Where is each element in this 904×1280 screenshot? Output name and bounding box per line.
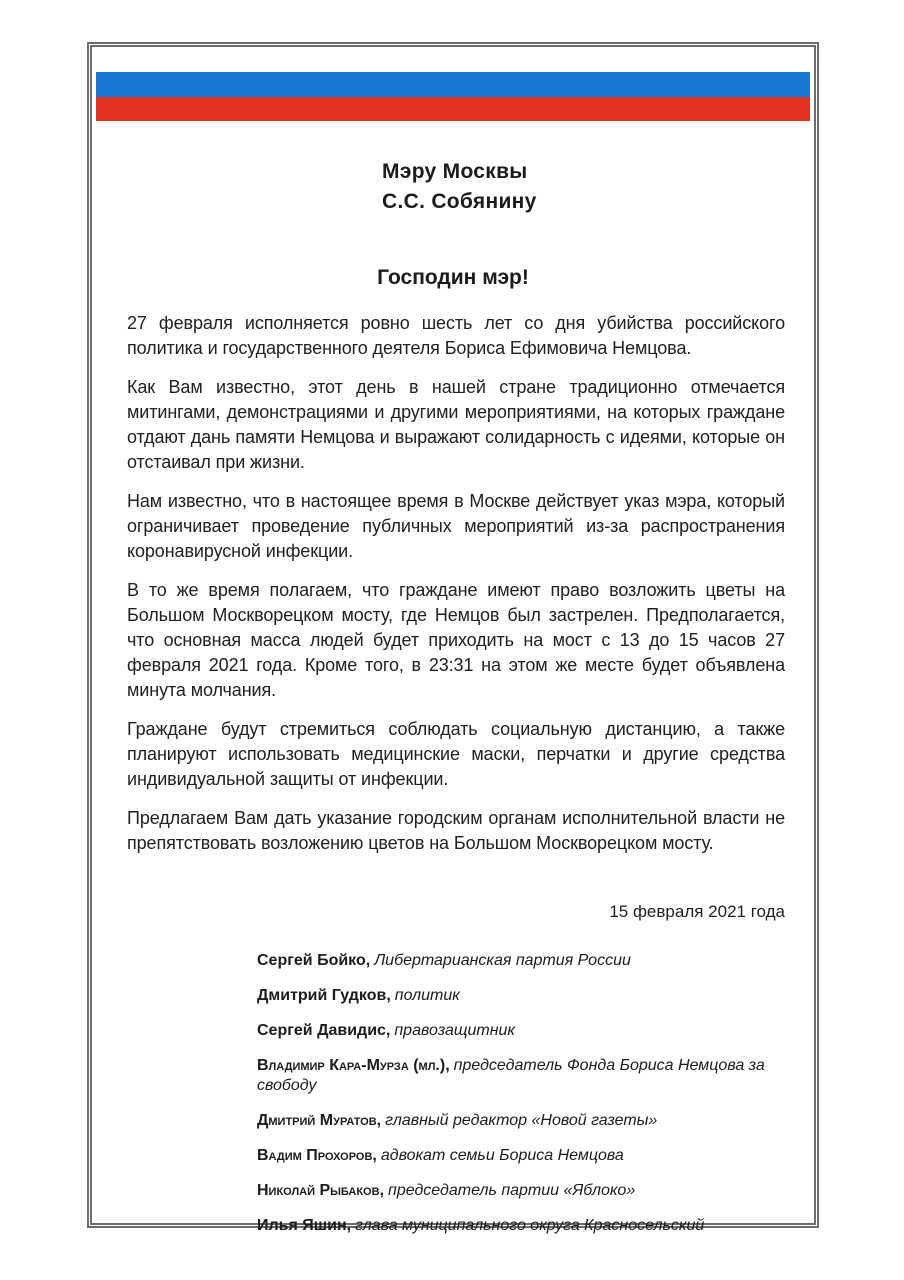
signer-role: главный редактор «Новой газеты» (385, 1112, 658, 1129)
signer-row (257, 1146, 814, 1166)
signer-row (257, 1021, 814, 1041)
signer-row (257, 1111, 814, 1131)
paragraph: Как Вам известно, этот день в нашей стране традиционно отмечается митингами, демонстрациями и другими мероприятиями, на которых граждане отдают дань памяти Немцова и выражают солидарность с идеями, которые он отстаивал при жизни. (127, 377, 785, 472)
letter-salutation: Господин мэр! (377, 266, 529, 289)
signer-row (257, 986, 814, 1006)
signer-name: Дмитрий Гудков, (257, 987, 391, 1004)
letter-body (92, 311, 814, 856)
addressee-line-2: С.С. Собянину (382, 190, 537, 213)
signers-list (92, 951, 814, 1280)
addressee-line-1: Мэру Москвы (382, 160, 528, 183)
signer-row (257, 1056, 814, 1096)
signer-name: Сергей Давидис, (257, 1022, 391, 1039)
signer-row (257, 1181, 814, 1201)
signer-role: глава муниципального округа Красносельский (355, 1217, 705, 1234)
signer-name: Дмитрий Муратов, (257, 1112, 382, 1129)
signer-role: Либертарианская партия России (374, 952, 631, 969)
paragraph: Граждане будут стремиться соблюдать социальную дистанцию, а также планируют использовать медицинские маски, перчатки и другие средства индивидуальной защиты от инфекции. (127, 719, 785, 789)
flag-stripe-white (96, 47, 810, 72)
flag-stripe-red (96, 97, 810, 121)
letter-date: 15 февраля 2021 года (609, 902, 785, 921)
signer-role: правозащитник (394, 1022, 515, 1039)
signer-name: Николай Рыбаков, (257, 1182, 385, 1199)
signer-role: адвокат семьи Бориса Немцова (380, 1147, 624, 1164)
signer-name: Вадим Прохоров, (257, 1147, 377, 1164)
letter-page (87, 42, 819, 1234)
paragraph: 27 февраля исполняется ровно шесть лет со дня убийства российского политика и государственного деятеля Бориса Ефимовича Немцова. (127, 313, 785, 358)
paragraph: В то же время полагаем, что граждане имеют право возложить цветы на Большом Москворецком мосту, где Немцов был застрелен. Предполагается, что основная масса людей будет приходить на мост с 13 до 15 часов 27 февраля 2021 года. Кроме того, в 23:31 на этом же месте будет объявлена минута молчания. (127, 580, 785, 700)
paragraph: Нам известно, что в настоящее время в Москве действует указ мэра, который ограничивает проведение публичных мероприятий из-за распространения коронавирусной инфекции. (127, 491, 785, 561)
flag-stripe-blue (96, 72, 810, 97)
paragraph: Предлагаем Вам дать указание городским органам исполнительной власти не препятствовать возложению цветов на Большом Москворецком мосту. (127, 808, 785, 853)
signer-role: председатель Фонда Бориса Немцова за свободу (257, 1057, 765, 1094)
signer-role: политик (394, 987, 460, 1004)
signer-row (257, 1216, 814, 1236)
signer-name: Сергей Бойко, (257, 952, 371, 969)
signer-name: Владимир Кара-Мурза (мл.), (257, 1057, 450, 1074)
signer-role: председатель партии «Яблоко» (388, 1182, 636, 1199)
signer-row (257, 951, 814, 971)
addressee-block (92, 157, 814, 217)
signer-name: Илья Яшин, (257, 1217, 352, 1234)
russian-flag-banner (96, 47, 810, 121)
